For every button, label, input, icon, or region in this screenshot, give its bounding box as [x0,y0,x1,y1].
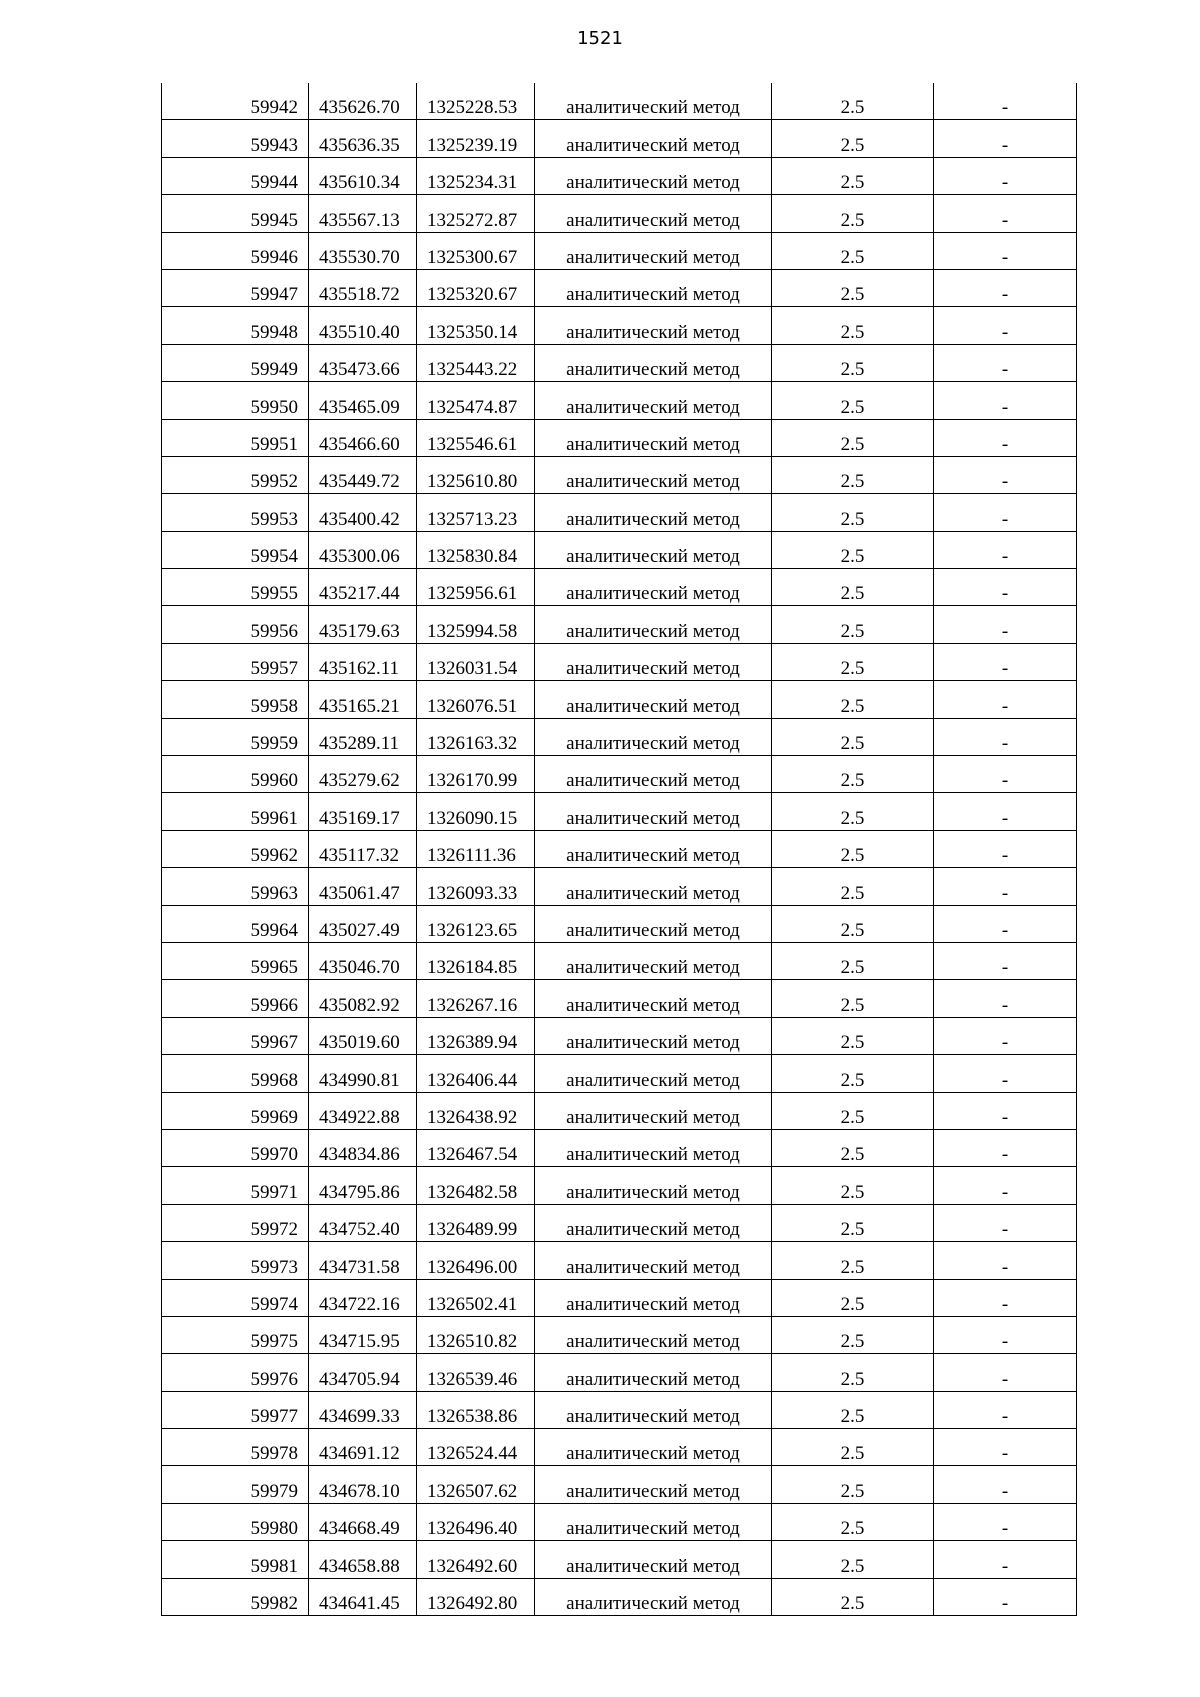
method-cell: аналитический метод [535,1354,772,1391]
accuracy-cell: 2.5 [772,1129,934,1166]
x-coordinate-cell: 435449.72 [309,456,417,493]
x-coordinate-cell: 434705.94 [309,1354,417,1391]
y-coordinate-cell: 1325350.14 [417,307,535,344]
x-coordinate-cell: 435465.09 [309,382,417,419]
note-cell: - [934,1541,1077,1578]
x-coordinate-cell: 434678.10 [309,1466,417,1503]
y-coordinate-cell: 1326438.92 [417,1092,535,1129]
point-number-cell: 59966 [162,980,309,1017]
y-coordinate-cell: 1326539.46 [417,1354,535,1391]
y-coordinate-cell: 1325830.84 [417,531,535,568]
note-cell: - [934,718,1077,755]
table-row [162,606,1077,643]
point-number-cell: 59973 [162,1242,309,1279]
table-row [162,456,1077,493]
accuracy-cell: 2.5 [772,868,934,905]
point-number-cell: 59977 [162,1391,309,1428]
note-cell: - [934,419,1077,456]
table-row [162,1279,1077,1316]
accuracy-cell: 2.5 [772,1391,934,1428]
accuracy-cell: 2.5 [772,942,934,979]
y-coordinate-cell: 1326502.41 [417,1279,535,1316]
table-row [162,830,1077,867]
accuracy-cell: 2.5 [772,756,934,793]
note-cell: - [934,83,1077,120]
method-cell: аналитический метод [535,456,772,493]
table-row [162,1204,1077,1241]
method-cell: аналитический метод [535,1129,772,1166]
method-cell: аналитический метод [535,344,772,381]
y-coordinate-cell: 1326406.44 [417,1055,535,1092]
x-coordinate-cell: 435510.40 [309,307,417,344]
accuracy-cell: 2.5 [772,456,934,493]
note-cell: - [934,344,1077,381]
x-coordinate-cell: 434715.95 [309,1316,417,1353]
note-cell: - [934,681,1077,718]
x-coordinate-cell: 435217.44 [309,569,417,606]
point-number-cell: 59945 [162,195,309,232]
table-row [162,1316,1077,1353]
y-coordinate-cell: 1326507.62 [417,1466,535,1503]
point-number-cell: 59971 [162,1167,309,1204]
table-row [162,756,1077,793]
x-coordinate-cell: 434668.49 [309,1503,417,1540]
method-cell: аналитический метод [535,905,772,942]
method-cell: аналитический метод [535,1017,772,1054]
table-row [162,157,1077,194]
point-number-cell: 59965 [162,942,309,979]
point-number-cell: 59978 [162,1429,309,1466]
x-coordinate-cell: 435019.60 [309,1017,417,1054]
method-cell: аналитический метод [535,1578,772,1615]
note-cell: - [934,307,1077,344]
method-cell: аналитический метод [535,793,772,830]
x-coordinate-cell: 435117.32 [309,830,417,867]
accuracy-cell: 2.5 [772,120,934,157]
point-number-cell: 59976 [162,1354,309,1391]
point-number-cell: 59946 [162,232,309,269]
accuracy-cell: 2.5 [772,1503,934,1540]
accuracy-cell: 2.5 [772,830,934,867]
point-number-cell: 59951 [162,419,309,456]
accuracy-cell: 2.5 [772,83,934,120]
y-coordinate-cell: 1326482.58 [417,1167,535,1204]
note-cell: - [934,531,1077,568]
table-row [162,531,1077,568]
y-coordinate-cell: 1326093.33 [417,868,535,905]
method-cell: аналитический метод [535,232,772,269]
method-cell: аналитический метод [535,1167,772,1204]
method-cell: аналитический метод [535,569,772,606]
note-cell: - [934,868,1077,905]
method-cell: аналитический метод [535,494,772,531]
accuracy-cell: 2.5 [772,905,934,942]
accuracy-cell: 2.5 [772,1167,934,1204]
method-cell: аналитический метод [535,1279,772,1316]
x-coordinate-cell: 435626.70 [309,83,417,120]
table-row [162,905,1077,942]
point-number-cell: 59943 [162,120,309,157]
note-cell: - [934,269,1077,306]
table-row [162,307,1077,344]
table-row [162,868,1077,905]
accuracy-cell: 2.5 [772,1092,934,1129]
note-cell: - [934,1092,1077,1129]
x-coordinate-cell: 435169.17 [309,793,417,830]
method-cell: аналитический метод [535,643,772,680]
method-cell: аналитический метод [535,1391,772,1428]
coordinates-table [161,83,1077,1616]
y-coordinate-cell: 1325994.58 [417,606,535,643]
note-cell: - [934,1167,1077,1204]
point-number-cell: 59961 [162,793,309,830]
note-cell: - [934,232,1077,269]
method-cell: аналитический метод [535,269,772,306]
y-coordinate-cell: 1326076.51 [417,681,535,718]
table-row [162,980,1077,1017]
method-cell: аналитический метод [535,681,772,718]
accuracy-cell: 2.5 [772,232,934,269]
y-coordinate-cell: 1326467.54 [417,1129,535,1166]
x-coordinate-cell: 435082.92 [309,980,417,1017]
table-row [162,1429,1077,1466]
x-coordinate-cell: 435027.49 [309,905,417,942]
point-number-cell: 59958 [162,681,309,718]
point-number-cell: 59968 [162,1055,309,1092]
table-row [162,942,1077,979]
note-cell: - [934,1503,1077,1540]
y-coordinate-cell: 1325239.19 [417,120,535,157]
note-cell: - [934,942,1077,979]
point-number-cell: 59969 [162,1092,309,1129]
note-cell: - [934,1129,1077,1166]
accuracy-cell: 2.5 [772,195,934,232]
accuracy-cell: 2.5 [772,643,934,680]
method-cell: аналитический метод [535,120,772,157]
y-coordinate-cell: 1325234.31 [417,157,535,194]
y-coordinate-cell: 1326492.80 [417,1578,535,1615]
accuracy-cell: 2.5 [772,1578,934,1615]
table-row [162,1466,1077,1503]
point-number-cell: 59980 [162,1503,309,1540]
method-cell: аналитический метод [535,83,772,120]
point-number-cell: 59947 [162,269,309,306]
note-cell: - [934,157,1077,194]
x-coordinate-cell: 435162.11 [309,643,417,680]
note-cell: - [934,195,1077,232]
x-coordinate-cell: 435061.47 [309,868,417,905]
note-cell: - [934,830,1077,867]
accuracy-cell: 2.5 [772,157,934,194]
note-cell: - [934,1242,1077,1279]
point-number-cell: 59974 [162,1279,309,1316]
table-row [162,1578,1077,1615]
method-cell: аналитический метод [535,942,772,979]
point-number-cell: 59979 [162,1466,309,1503]
x-coordinate-cell: 434922.88 [309,1092,417,1129]
accuracy-cell: 2.5 [772,569,934,606]
method-cell: аналитический метод [535,1316,772,1353]
note-cell: - [934,569,1077,606]
y-coordinate-cell: 1326163.32 [417,718,535,755]
method-cell: аналитический метод [535,382,772,419]
x-coordinate-cell: 434731.58 [309,1242,417,1279]
point-number-cell: 59952 [162,456,309,493]
x-coordinate-cell: 435400.42 [309,494,417,531]
accuracy-cell: 2.5 [772,1429,934,1466]
table-row [162,1354,1077,1391]
accuracy-cell: 2.5 [772,494,934,531]
y-coordinate-cell: 1325300.67 [417,232,535,269]
point-number-cell: 59942 [162,83,309,120]
note-cell: - [934,643,1077,680]
accuracy-cell: 2.5 [772,718,934,755]
method-cell: аналитический метод [535,307,772,344]
x-coordinate-cell: 434795.86 [309,1167,417,1204]
point-number-cell: 59982 [162,1578,309,1615]
note-cell: - [934,1279,1077,1316]
method-cell: аналитический метод [535,157,772,194]
note-cell: - [934,1466,1077,1503]
accuracy-cell: 2.5 [772,344,934,381]
table-row [162,120,1077,157]
method-cell: аналитический метод [535,1466,772,1503]
method-cell: аналитический метод [535,1429,772,1466]
note-cell: - [934,1204,1077,1241]
x-coordinate-cell: 435567.13 [309,195,417,232]
method-cell: аналитический метод [535,980,772,1017]
y-coordinate-cell: 1326524.44 [417,1429,535,1466]
accuracy-cell: 2.5 [772,606,934,643]
y-coordinate-cell: 1326496.00 [417,1242,535,1279]
method-cell: аналитический метод [535,756,772,793]
y-coordinate-cell: 1326389.94 [417,1017,535,1054]
note-cell: - [934,980,1077,1017]
x-coordinate-cell: 435300.06 [309,531,417,568]
x-coordinate-cell: 435466.60 [309,419,417,456]
x-coordinate-cell: 434722.16 [309,1279,417,1316]
point-number-cell: 59962 [162,830,309,867]
point-number-cell: 59959 [162,718,309,755]
accuracy-cell: 2.5 [772,1466,934,1503]
x-coordinate-cell: 435610.34 [309,157,417,194]
note-cell: - [934,793,1077,830]
y-coordinate-cell: 1326538.86 [417,1391,535,1428]
x-coordinate-cell: 435179.63 [309,606,417,643]
table-row [162,1541,1077,1578]
method-cell: аналитический метод [535,419,772,456]
accuracy-cell: 2.5 [772,1055,934,1092]
method-cell: аналитический метод [535,531,772,568]
accuracy-cell: 2.5 [772,531,934,568]
method-cell: аналитический метод [535,1204,772,1241]
accuracy-cell: 2.5 [772,1541,934,1578]
table-row [162,344,1077,381]
note-cell: - [934,606,1077,643]
accuracy-cell: 2.5 [772,1279,934,1316]
note-cell: - [934,382,1077,419]
table-row [162,643,1077,680]
point-number-cell: 59955 [162,569,309,606]
table-row [162,681,1077,718]
table-row [162,1017,1077,1054]
note-cell: - [934,1316,1077,1353]
point-number-cell: 59950 [162,382,309,419]
x-coordinate-cell: 435046.70 [309,942,417,979]
accuracy-cell: 2.5 [772,980,934,1017]
y-coordinate-cell: 1326123.65 [417,905,535,942]
note-cell: - [934,120,1077,157]
accuracy-cell: 2.5 [772,1017,934,1054]
table-row [162,1129,1077,1166]
x-coordinate-cell: 435636.35 [309,120,417,157]
note-cell: - [934,1578,1077,1615]
y-coordinate-cell: 1326184.85 [417,942,535,979]
table-row [162,1167,1077,1204]
table-row [162,382,1077,419]
method-cell: аналитический метод [535,1242,772,1279]
note-cell: - [934,1429,1077,1466]
accuracy-cell: 2.5 [772,1204,934,1241]
coordinates-table-body [162,83,1077,1616]
accuracy-cell: 2.5 [772,269,934,306]
method-cell: аналитический метод [535,1503,772,1540]
point-number-cell: 59963 [162,868,309,905]
point-number-cell: 59960 [162,756,309,793]
y-coordinate-cell: 1326031.54 [417,643,535,680]
method-cell: аналитический метод [535,718,772,755]
x-coordinate-cell: 435518.72 [309,269,417,306]
y-coordinate-cell: 1326090.15 [417,793,535,830]
page-number: 1521 [577,28,623,49]
point-number-cell: 59970 [162,1129,309,1166]
table-row [162,793,1077,830]
x-coordinate-cell: 435279.62 [309,756,417,793]
point-number-cell: 59972 [162,1204,309,1241]
accuracy-cell: 2.5 [772,681,934,718]
x-coordinate-cell: 434990.81 [309,1055,417,1092]
note-cell: - [934,494,1077,531]
y-coordinate-cell: 1325228.53 [417,83,535,120]
x-coordinate-cell: 434834.86 [309,1129,417,1166]
point-number-cell: 59975 [162,1316,309,1353]
table-row [162,718,1077,755]
point-number-cell: 59964 [162,905,309,942]
table-row [162,195,1077,232]
table-row [162,1055,1077,1092]
method-cell: аналитический метод [535,868,772,905]
x-coordinate-cell: 434658.88 [309,1541,417,1578]
table-row [162,494,1077,531]
y-coordinate-cell: 1325474.87 [417,382,535,419]
y-coordinate-cell: 1326170.99 [417,756,535,793]
point-number-cell: 59956 [162,606,309,643]
accuracy-cell: 2.5 [772,1242,934,1279]
y-coordinate-cell: 1325956.61 [417,569,535,606]
y-coordinate-cell: 1326496.40 [417,1503,535,1540]
accuracy-cell: 2.5 [772,1354,934,1391]
table-row [162,1503,1077,1540]
y-coordinate-cell: 1326267.16 [417,980,535,1017]
point-number-cell: 59948 [162,307,309,344]
accuracy-cell: 2.5 [772,419,934,456]
y-coordinate-cell: 1325713.23 [417,494,535,531]
table-row [162,232,1077,269]
point-number-cell: 59954 [162,531,309,568]
method-cell: аналитический метод [535,1092,772,1129]
y-coordinate-cell: 1326489.99 [417,1204,535,1241]
method-cell: аналитический метод [535,830,772,867]
accuracy-cell: 2.5 [772,307,934,344]
table-row [162,1391,1077,1428]
y-coordinate-cell: 1325443.22 [417,344,535,381]
point-number-cell: 59944 [162,157,309,194]
y-coordinate-cell: 1326510.82 [417,1316,535,1353]
table-row [162,269,1077,306]
x-coordinate-cell: 434699.33 [309,1391,417,1428]
accuracy-cell: 2.5 [772,1316,934,1353]
y-coordinate-cell: 1325272.87 [417,195,535,232]
note-cell: - [934,456,1077,493]
note-cell: - [934,1391,1077,1428]
point-number-cell: 59967 [162,1017,309,1054]
table-row [162,569,1077,606]
x-coordinate-cell: 435289.11 [309,718,417,755]
x-coordinate-cell: 434752.40 [309,1204,417,1241]
point-number-cell: 59981 [162,1541,309,1578]
table-row [162,419,1077,456]
method-cell: аналитический метод [535,606,772,643]
note-cell: - [934,1055,1077,1092]
x-coordinate-cell: 434641.45 [309,1578,417,1615]
method-cell: аналитический метод [535,1055,772,1092]
method-cell: аналитический метод [535,195,772,232]
method-cell: аналитический метод [535,1541,772,1578]
y-coordinate-cell: 1325546.61 [417,419,535,456]
table-row [162,1092,1077,1129]
table-row [162,1242,1077,1279]
table-row [162,83,1077,120]
y-coordinate-cell: 1325320.67 [417,269,535,306]
point-number-cell: 59949 [162,344,309,381]
note-cell: - [934,1017,1077,1054]
x-coordinate-cell: 435530.70 [309,232,417,269]
y-coordinate-cell: 1326492.60 [417,1541,535,1578]
note-cell: - [934,1354,1077,1391]
note-cell: - [934,756,1077,793]
point-number-cell: 59957 [162,643,309,680]
y-coordinate-cell: 1326111.36 [417,830,535,867]
point-number-cell: 59953 [162,494,309,531]
accuracy-cell: 2.5 [772,382,934,419]
x-coordinate-cell: 434691.12 [309,1429,417,1466]
x-coordinate-cell: 435473.66 [309,344,417,381]
note-cell: - [934,905,1077,942]
accuracy-cell: 2.5 [772,793,934,830]
x-coordinate-cell: 435165.21 [309,681,417,718]
y-coordinate-cell: 1325610.80 [417,456,535,493]
